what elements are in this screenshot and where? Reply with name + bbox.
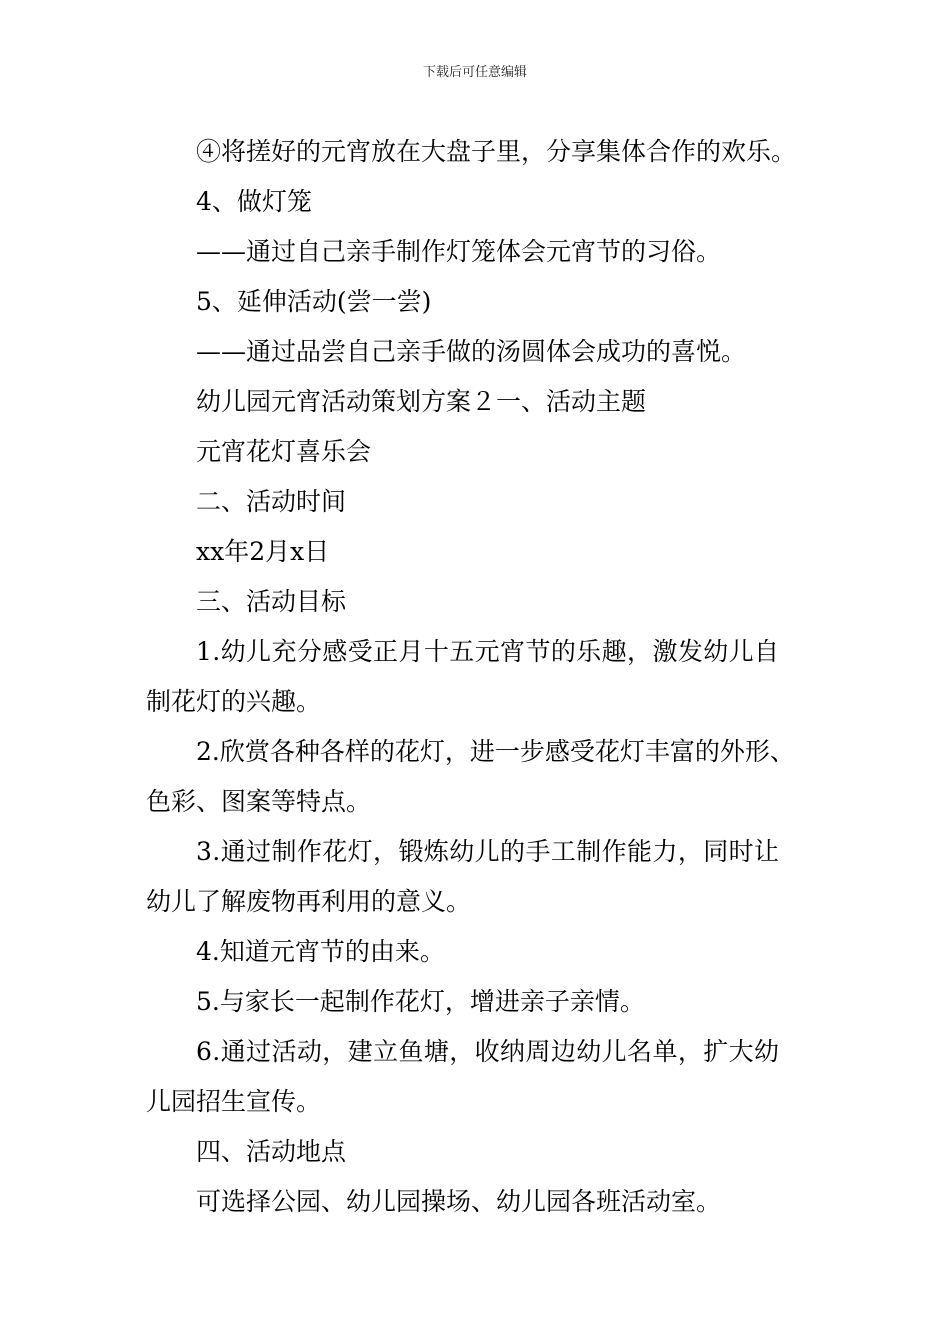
document-body [146, 127, 826, 1227]
section-heading: 四、活动地点 [196, 1137, 347, 1166]
paragraph-line: ④将搓好的元宵放在大盘子里，分享集体合作的欢乐。 [196, 137, 797, 166]
goal-item-6-line-1: 6.通过活动，建立鱼塘，收纳周边幼儿名单，扩大幼 [196, 1037, 780, 1066]
page-header-note: 下载后可任意编辑 [422, 65, 527, 80]
goal-item-2-line-1: 2.欣赏各种各样的花灯，进一步感受花灯丰富的外形、 [196, 737, 795, 766]
theme-text: 元宵花灯喜乐会 [196, 437, 372, 466]
section-heading: 4、做灯笼 [196, 187, 312, 216]
paragraph-line: ——通过品尝自己亲手做的汤圆体会成功的喜悦。 [196, 337, 747, 366]
location-text: 可选择公园、幼儿园操场、幼儿园各班活动室。 [196, 1187, 722, 1216]
goal-item-3-line-1: 3.通过制作花灯，锻炼幼儿的手工制作能力，同时让 [196, 837, 780, 866]
goal-item-6-line-2: 儿园招生宣传。 [146, 1087, 322, 1116]
goal-item-4: 4.知道元宵节的由来。 [196, 937, 445, 966]
goal-item-1-line-1: 1.幼儿充分感受正月十五元宵节的乐趣，激发幼儿自 [196, 637, 780, 666]
goal-item-1-line-2: 制花灯的兴趣。 [146, 687, 322, 716]
document-title-line: 幼儿园元宵活动策划方案２一、活动主题 [196, 387, 647, 416]
paragraph-line: ——通过自己亲手制作灯笼体会元宵节的习俗。 [196, 237, 722, 266]
goal-item-2-line-2: 色彩、图案等特点。 [146, 787, 372, 816]
section-heading: 三、活动目标 [196, 587, 347, 616]
goal-item-5: 5.与家长一起制作花灯，增进亲子亲情。 [196, 987, 645, 1016]
goal-item-3-line-2: 幼儿了解废物再利用的意义。 [146, 887, 472, 916]
date-text: xx年2月x日 [196, 537, 330, 566]
section-heading: 二、活动时间 [196, 487, 347, 516]
section-heading: 5、延伸活动(尝一尝) [196, 287, 432, 316]
